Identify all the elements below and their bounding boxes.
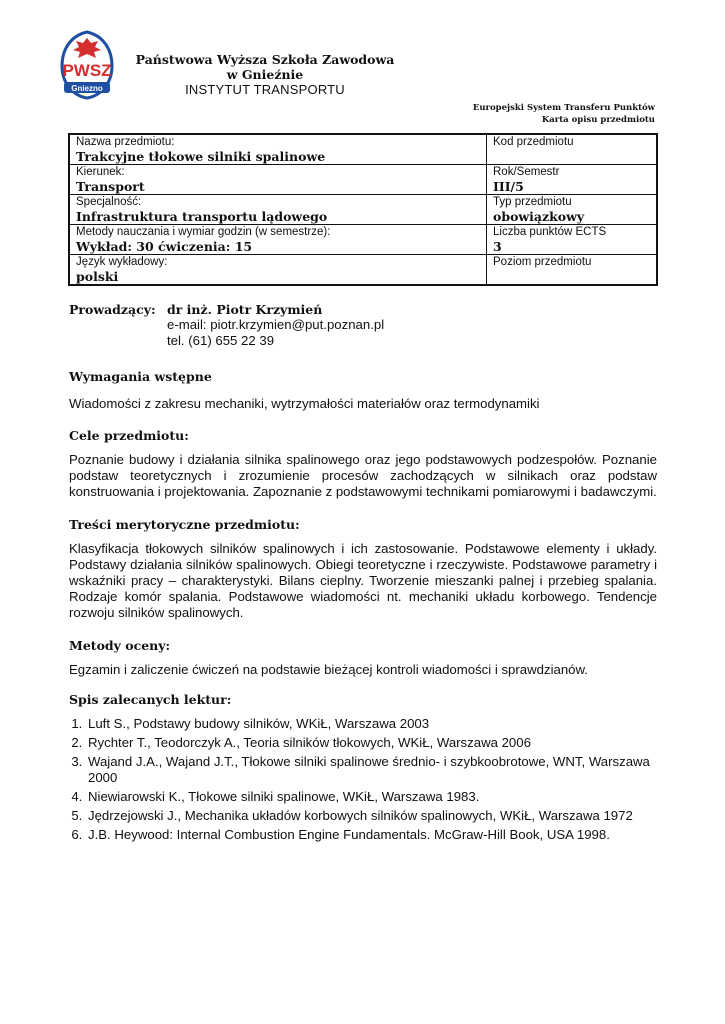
list-item: 1. Luft S., Podstawy budowy silników, WKiŁ, Warszawa 2003 [86,716,657,732]
cell-value: Trakcyjne tłokowe silniki spalinowe [76,149,326,164]
lecturer-phone: tel. (61) 655 22 39 [167,333,275,348]
assessment-text: Egzamin i zaliczenie ćwiczeń na podstawie bieżącej kontroli wiadomości i sprawdzianów. [69,662,588,677]
institution-header [120,52,410,98]
pwsz-logo-graphic [56,30,118,100]
table-row [69,165,657,195]
reading-title: Spis zalecanych lektur: [69,692,232,707]
lecturer-email: e-mail: piotr.krzymien@put.poznan.pl [167,317,385,332]
table-row [69,255,657,286]
table-row [69,134,657,165]
cell-label: Specjalność: [76,196,142,208]
specialty-cell [69,195,487,225]
cell-value: III/5 [493,179,524,194]
cell-label: Kierunek: [76,166,125,178]
course-description [69,302,657,846]
list-item: 5. Jędrzejowski J., Mechanika układów korbowych silników spalinowych, WKiŁ, Warszawa 1972 [86,808,657,824]
cell-label: Poziom przedmiotu [493,256,592,268]
language-cell [69,255,487,286]
list-item: 2. Rychter T., Teodorczyk A., Teoria silników tłokowych, WKiŁ, Warszawa 2006 [86,735,657,751]
cell-label: Typ przedmiotu [493,196,572,208]
cell-label: Metody nauczania i wymiar godzin (w semestrze): [76,226,331,238]
list-item: 6. J.B. Heywood: Internal Combustion Engine Fundamentals. McGraw-Hill Book, USA 1998. [86,827,657,843]
lecturer-label: Prowadzący: [69,302,156,317]
ects-title: Europejski System Transferu Punktów [472,103,655,113]
year-semester-cell [487,165,658,195]
cell-value: obowiązkowy [493,209,585,224]
cell-value: Infrastruktura transportu lądowego [76,209,328,224]
table-row [69,225,657,255]
reading-list [69,716,657,843]
list-item: 3. Wajand J.A., Wajand J.T., Tłokowe silniki spalinowe średnio- i szybkoobrotowe, WNT, Warszawa 2000 [86,754,657,786]
table-row [69,195,657,225]
cell-label: Liczba punktów ECTS [493,226,607,238]
cell-value: polski [76,269,119,284]
course-name-cell [69,134,487,165]
requirements-title: Wymagania wstępne [69,369,212,384]
course-code-cell [487,134,658,165]
cell-value: Wykład: 30 ćwiczenia: 15 [76,239,253,254]
cell-value: Transport [76,179,145,194]
goals-text: Poznanie budowy i działania silnika spalinowego oraz jego podstawowych podzespołów. Poznanie podstaw teoretycznych i zrozumienie procesów zachodzących w silnikach oraz podstaw konstruowania i projektowania. Zapoznanie z podstawowymi technikami pomiarowymi i badawczymi. [69,452,657,499]
content-text: Klasyfikacja tłokowych silników spalinowych i ich zastosowanie. Podstawowe elementy i układy. Podstawy działania silników spalinowych. Obiegi teoretyczne i rzeczywiste. Podstawowe parametry i wskaźniki pracy – charakterystyki. Bilans cieplny. Tworzenie mieszanki palnej i przebieg spalania. Rodzaje komór spalania. Podstawowe wiadomości nt. mechaniki układu korbowego. Tendencje rozwoju silników spalinowych. [69,541,657,620]
card-title: Karta opisu przedmiotu [541,115,655,125]
ects-points-cell [487,225,658,255]
content-title: Treści merytoryczne przedmiotu: [69,517,300,532]
school-name: Państwowa Wyższa Szkoła Zawodowa [135,52,395,67]
course-info-table [68,133,658,286]
cell-label: Kod przedmiotu [493,136,574,148]
school-city: w Gnieźnie [226,67,304,82]
assessment-title: Metody oceny: [69,638,171,653]
course-type-cell [487,195,658,225]
cell-label: Rok/Semestr [493,166,560,178]
institute-name: INSTYTUT TRANSPORTU [185,82,345,97]
list-item: 4. Niewiarowski K., Tłokowe silniki spalinowe, WKiŁ, Warszawa 1983. [86,789,657,805]
course-level-cell [487,255,658,286]
cell-label: Nazwa przedmiotu: [76,136,175,148]
pwsz-logo [56,30,118,100]
lecturer-name: dr inż. Piotr Krzymień [167,302,323,317]
teaching-methods-cell [69,225,487,255]
goals-title: Cele przedmiotu: [69,428,189,443]
ects-header [473,102,655,126]
logo-city: Gniezno [71,84,103,93]
lecturer [69,302,657,317]
cell-value: 3 [493,239,502,254]
requirements-text: Wiadomości z zakresu mechaniki, wytrzymałości materiałów oraz termodynamiki [69,396,540,411]
field-cell [69,165,487,195]
logo-letters: PWSZ [62,61,112,80]
cell-label: Język wykładowy: [76,256,168,268]
